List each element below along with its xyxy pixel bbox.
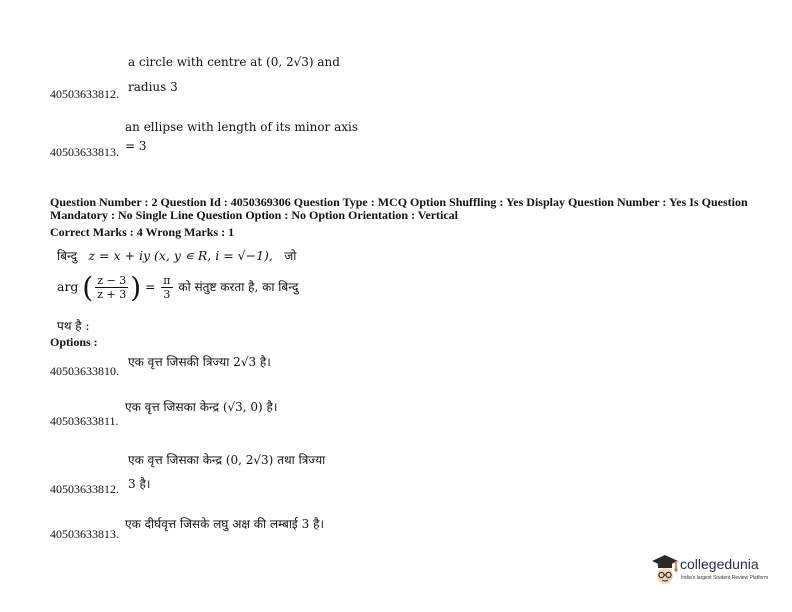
question-stem-line2	[57, 271, 298, 304]
option-text-line2: 3 है।	[128, 477, 151, 491]
option-id: 40503633812.	[50, 482, 119, 496]
prev-option-text-line2: radius 3	[128, 80, 178, 94]
left-paren: (	[82, 271, 94, 304]
stem-fraction-numerator: z − 3	[97, 274, 127, 287]
logo-name: collegedunia	[680, 556, 759, 572]
prev-option-text-line1: a circle with centre at (0, 2√3) and	[128, 55, 340, 69]
stem-arg: arg	[57, 279, 79, 294]
stem-rhs-denominator: 3	[163, 288, 171, 301]
prev-option-id: 40503633813.	[50, 145, 119, 159]
question-marks: Correct Marks : 4 Wrong Marks : 1	[50, 225, 235, 239]
prev-option-id: 40503633812.	[50, 87, 119, 101]
collegedunia-logo	[650, 552, 770, 592]
options-label: Options :	[50, 335, 98, 349]
question-stem-line1	[57, 247, 296, 264]
option-id: 40503633810.	[50, 364, 119, 378]
logo-tagline: India's largest Student Review Platform	[681, 575, 769, 581]
right-paren: )	[130, 271, 142, 304]
option-text-line1: एक वृत्त जिसका केन्द्र (√3, 0) है।	[125, 400, 278, 414]
stem-suffix: जो	[284, 249, 297, 263]
stem-math: z = x + iy (x, y ∊ R, i = √−1),	[88, 248, 273, 263]
stem-fraction-denominator: z + 3	[97, 288, 127, 301]
question-meta-line2: Mandatory : No Single Line Question Option : No Option Orientation : Vertical	[50, 208, 459, 222]
stem-rhs-numerator: π	[163, 274, 171, 287]
stem-prefix: बिन्दु	[57, 249, 78, 263]
prev-option-text-line2: = 3	[125, 139, 147, 153]
question-meta-line1: Question Number : 2 Question Id : 4050369306 Question Type : MCQ Option Shuffling : Yes Display Question Number : Yes Is Question	[50, 195, 748, 209]
option-id: 40503633813.	[50, 527, 119, 541]
stem-rhs-fraction	[161, 274, 172, 301]
option-text-line1: एक वृत्त जिसका केन्द्र (0, 2√3) तथा त्रिज्या	[128, 453, 326, 467]
stem-line2-suffix: को संतुष्ट करता है, का बिन्दु	[178, 280, 299, 294]
graduate-mascot-icon	[650, 552, 680, 588]
option-text-line1: एक दीर्घवृत्त जिसके लघु अक्ष की लम्बाई 3 है।	[125, 517, 325, 531]
question-stem-line3: पथ है :	[57, 319, 90, 333]
option-text-line1: एक वृत्त जिसकी त्रिज्या 2√3 है।	[128, 355, 271, 369]
stem-fraction	[95, 274, 128, 301]
prev-option-text-line1: an ellipse with length of its minor axis	[125, 120, 359, 134]
option-id: 40503633811.	[50, 414, 119, 428]
stem-equals: =	[144, 279, 156, 294]
